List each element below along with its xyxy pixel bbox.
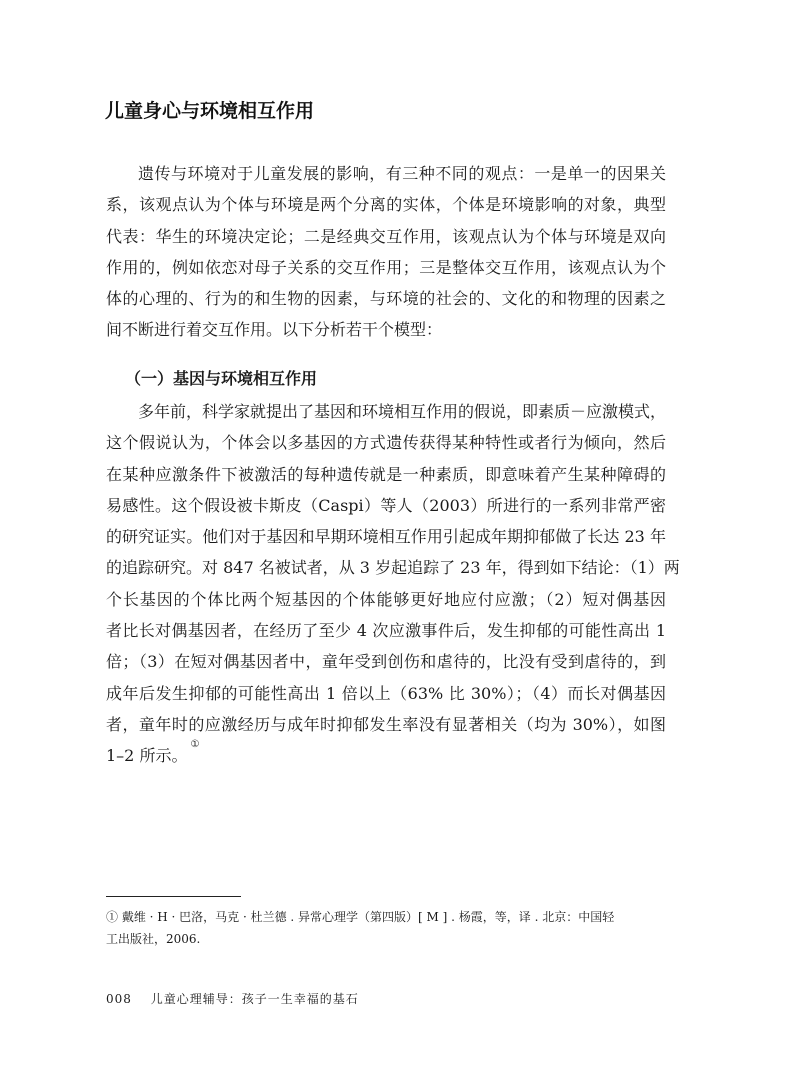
section-heading: （一）基因与环境相互作用: [125, 369, 318, 388]
paragraph-line: 的研究证实。他们对于基因和早期环境相互作用引起成年期抑郁做了长达 23 年: [106, 527, 666, 547]
footnote-line: ① 戴维 · H · 巴洛，马克 · 杜兰德 . 异常心理学（第四版）[ M ] . 杨霞，等，译 . 北京：中国轻: [106, 910, 615, 924]
paragraph-line: 遗传与环境对于儿童发展的影响，有三种不同的观点：一是单一的因果关: [138, 164, 666, 183]
paragraph-line: 倍；（3）在短对偶基因者中，童年受到创伤和虐待的，比没有受到虐待的，到: [106, 652, 666, 672]
paragraph-line: 者比长对偶基因者，在经历了至少 4 次应激事件后，发生抑郁的可能性高出 1: [106, 621, 666, 641]
paragraph-line: 在某种应激条件下被激活的每种遗传就是一种素质，即意味着产生某种障碍的: [106, 464, 666, 484]
paragraph-line: 这个假说认为，个体会以多基因的方式遗传获得某种特性或者行为倾向，然后: [106, 433, 666, 453]
section-paragraph: [106, 396, 680, 772]
paragraph-line: 作用的，例如依恋对母子关系的交互作用；三是整体交互作用，该观点认为个: [106, 257, 666, 277]
paragraph-line: 代表：华生的环境决定论；二是经典交互作用，该观点认为个体与环境是双向: [106, 226, 666, 246]
paragraph-line: 多年前，科学家就提出了基因和环境相互作用的假说，即素质－应激模式，: [138, 402, 667, 421]
footnote-reference[interactable]: ①: [190, 739, 200, 751]
paragraph-line: 的追踪研究。对 847 名被试者，从 3 岁起追踪了 23 年，得到如下结论：（1）两: [106, 558, 680, 578]
paragraph-line: 体的心理的、行为的和生物的因素，与环境的社会的、文化的和物理的因素之: [106, 289, 666, 309]
intro-paragraph: [106, 158, 666, 346]
paragraph-line: 个长基因的个体比两个短基因的个体能够更好地应付应激；（2）短对偶基因: [106, 589, 666, 609]
paragraph-line: 间不断进行着交互作用。以下分析若干个模型：: [106, 320, 443, 340]
running-title: 儿童心理辅导：孩子一生幸福的基石: [150, 992, 359, 1006]
footnote-divider: [106, 896, 241, 897]
page-footer: [106, 990, 359, 1007]
footnote: [106, 906, 664, 950]
paragraph-line-final: [106, 740, 666, 771]
paragraph-line-text: 1–2 所示。: [106, 746, 188, 766]
page-number: 008: [106, 992, 132, 1006]
paragraph-line: 易感性。这个假设被卡斯皮（Caspi）等人（2003）所进行的一系列非常严密: [106, 495, 666, 515]
page-title: 儿童身心与环境相互作用: [105, 100, 315, 122]
paragraph-line: 者，童年时的应激经历与成年时抑郁发生率没有显著相关（均为 30%），如图: [106, 714, 666, 734]
footnote-line: 工出版社，2006.: [106, 932, 201, 946]
paragraph-line: 成年后发生抑郁的可能性高出 1 倍以上（63% 比 30%）；（4）而长对偶基因: [106, 683, 666, 703]
paragraph-line: 系，该观点认为个体与环境是两个分离的实体，个体是环境影响的对象，典型: [106, 195, 666, 215]
